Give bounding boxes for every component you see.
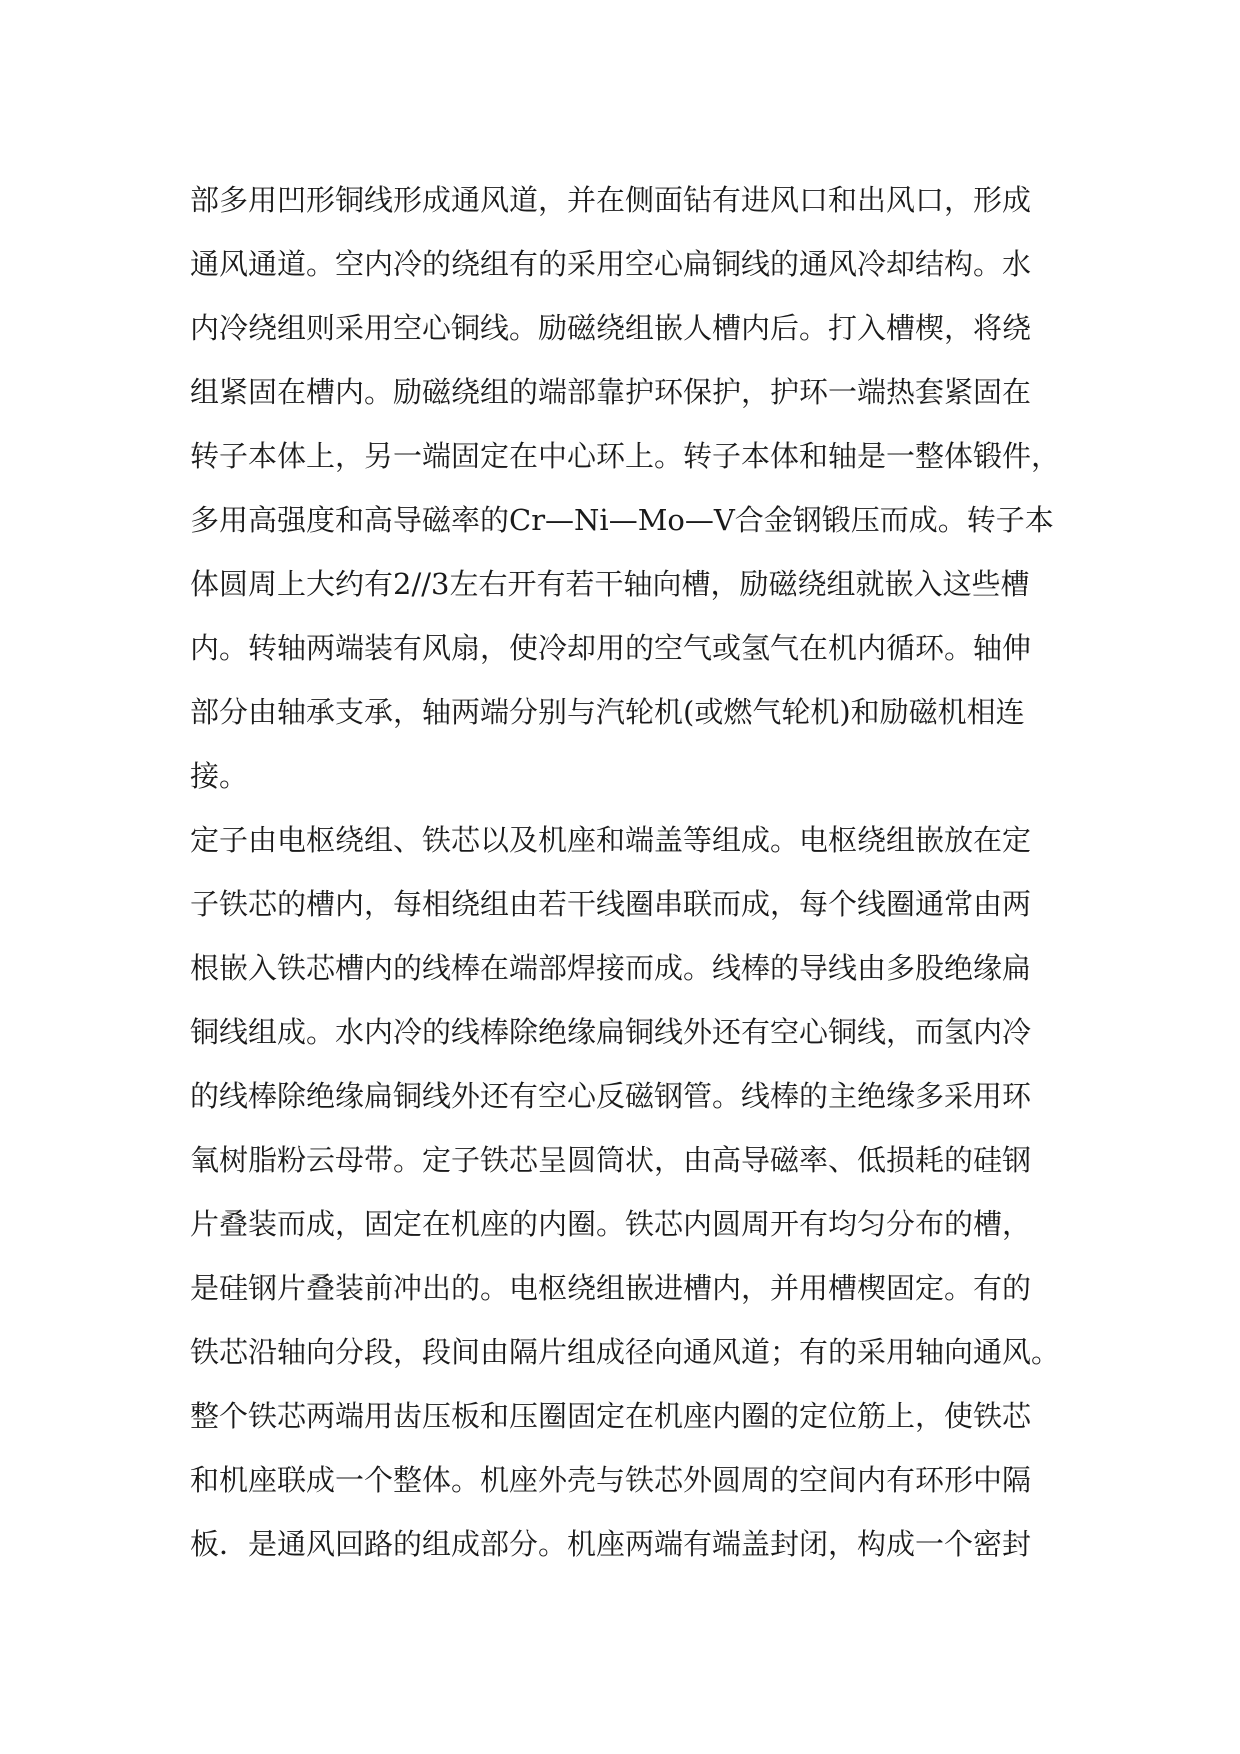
text-line-1: 部多用凹形铜线形成通风道，并在侧面钻有进风口和出风口，形成	[190, 183, 1032, 217]
text-line-22: 板．是通风回路的组成部分。机座两端有端盖封闭，构成一个密封	[190, 1527, 1032, 1561]
text-line-4: 组紧固在槽内。励磁绕组的端部靠护环保护，护环一端热套紧固在	[190, 375, 1032, 409]
text-line-10: 接。	[190, 759, 249, 793]
text-line-12: 子铁芯的槽内，每相绕组由若干线圈串联而成，每个线圈通常由两	[190, 887, 1032, 921]
text-line-6: 多用高强度和高导磁率的Cr—Ni—Mo—V合金钢锻压而成。转子本	[190, 503, 1054, 537]
text-line-3: 内冷绕组则采用空心铜线。励磁绕组嵌人槽内后。打入槽楔，将绕	[190, 311, 1032, 345]
text-line-7: 体圆周上大约有2//3左右开有若干轴向槽，励磁绕组就嵌入这些槽	[190, 567, 1030, 601]
text-line-13: 根嵌入铁芯槽内的线棒在端部焊接而成。线棒的导线由多股绝缘扁	[190, 951, 1032, 985]
text-line-21: 和机座联成一个整体。机座外壳与铁芯外圆周的空间内有环形中隔	[190, 1463, 1032, 1497]
text-line-9: 部分由轴承支承，轴两端分别与汽轮机(或燃气轮机)和励磁机相连	[190, 695, 1025, 729]
text-line-15: 的线棒除绝缘扁铜线外还有空心反磁钢管。线棒的主绝缘多采用环	[190, 1079, 1032, 1113]
text-line-16: 氧树脂粉云母带。定子铁芯呈圆筒状，由高导磁率、低损耗的硅钢	[190, 1143, 1032, 1177]
text-line-17: 片叠装而成，固定在机座的内圈。铁芯内圆周开有均匀分布的槽，	[190, 1207, 1032, 1241]
text-line-20: 整个铁芯两端用齿压板和压圈固定在机座内圈的定位筋上，使铁芯	[190, 1399, 1032, 1433]
text-line-11: 定子由电枢绕组、铁芯以及机座和端盖等组成。电枢绕组嵌放在定	[190, 823, 1032, 857]
text-line-19: 铁芯沿轴向分段，段间由隔片组成径向通风道；有的采用轴向通风。	[190, 1335, 1061, 1369]
text-line-18: 是硅钢片叠装前冲出的。电枢绕组嵌进槽内，并用槽楔固定。有的	[190, 1271, 1032, 1305]
text-line-14: 铜线组成。水内冷的线棒除绝缘扁铜线外还有空心铜线，而氢内冷	[190, 1015, 1032, 1049]
text-line-2: 通风通道。空内冷的绕组有的采用空心扁铜线的通风冷却结构。水	[190, 247, 1032, 281]
text-line-8: 内。转轴两端装有风扇，使冷却用的空气或氢气在机内循环。轴伸	[190, 631, 1032, 665]
body-text	[190, 168, 1070, 1576]
text-line-5: 转子本体上，另一端固定在中心环上。转子本体和轴是一整体锻件，	[190, 439, 1061, 473]
